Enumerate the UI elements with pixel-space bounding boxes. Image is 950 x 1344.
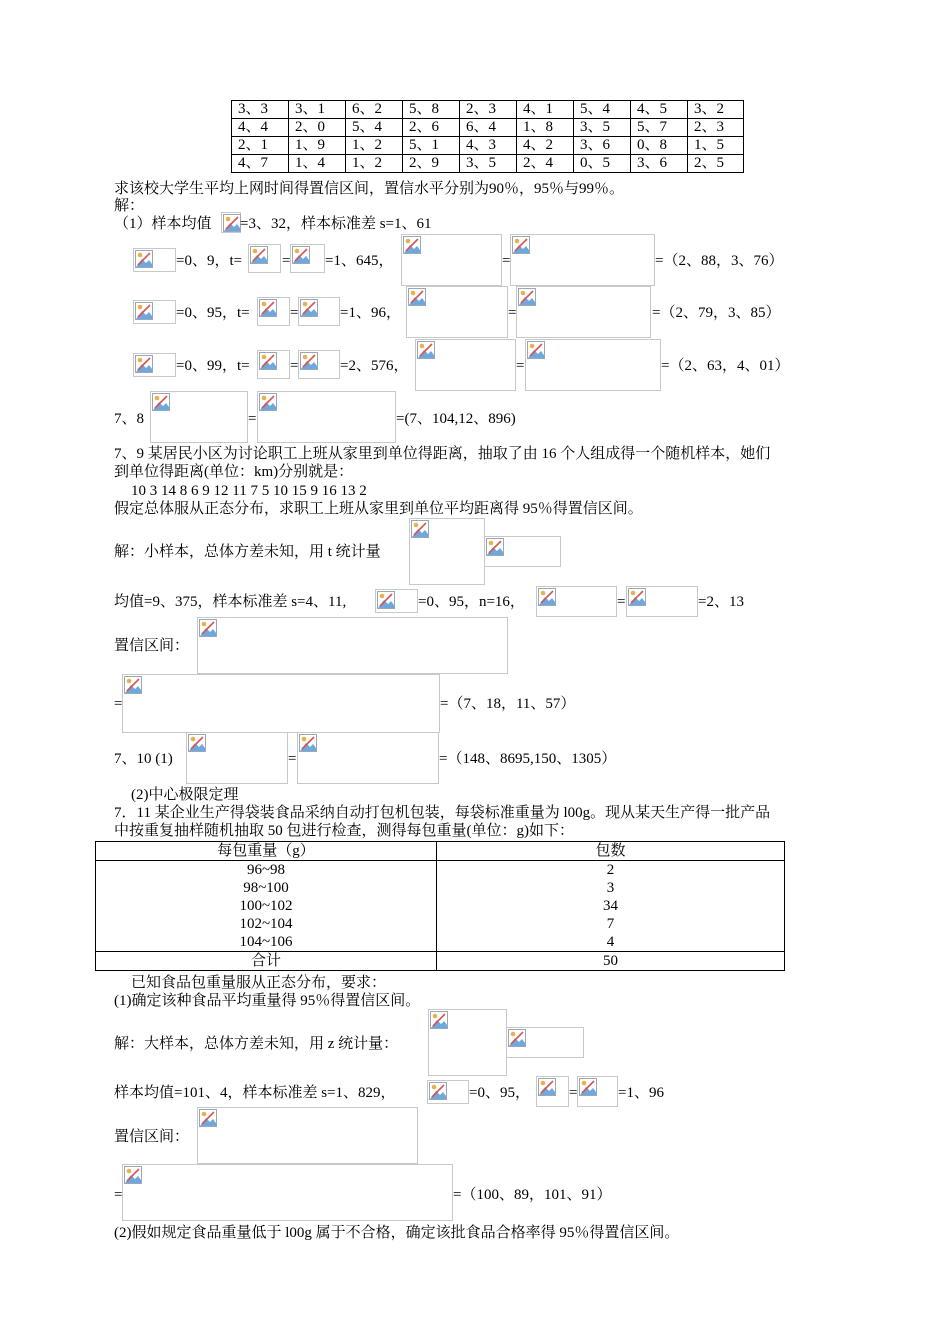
q79-eq: = [114, 696, 123, 712]
formula-image-icon [257, 391, 396, 443]
data-cell: 2、5 [688, 155, 744, 173]
broken-image-icon [259, 299, 277, 317]
q79-result: =（7、18，11、57） [440, 696, 576, 712]
broken-image-icon [538, 1078, 556, 1096]
data-cell: 1、2 [346, 155, 403, 173]
solution-label: 解： [114, 198, 145, 214]
broken-image-icon [538, 588, 556, 606]
broken-image-icon [403, 236, 421, 254]
s1-part-a: （1）样本均值 [114, 216, 212, 232]
formula-image-icon [427, 1080, 469, 1104]
formula-image-icon [577, 1076, 618, 1107]
freq-count-cell: 3 [606, 880, 615, 896]
freq-count-cell: 7 [606, 916, 615, 932]
formula-image-icon [516, 286, 651, 338]
data-cell: 4、5 [631, 101, 688, 119]
formula-image-icon [409, 518, 485, 585]
broken-image-icon [300, 352, 318, 370]
formula-image-icon [257, 350, 290, 379]
broken-image-icon [429, 1082, 447, 1100]
freq-weight-cell: 98~100 [96, 879, 437, 897]
formula-image-icon [257, 297, 290, 326]
data-row [232, 137, 744, 155]
data-cell: 4、2 [517, 137, 574, 155]
q711-known: 已知食品包重量服从正态分布，要求： [131, 975, 387, 991]
data-cell: 4、7 [232, 155, 289, 173]
freq-row [96, 879, 785, 897]
data-cell: 5、1 [403, 137, 460, 155]
freq-count-cell: 4 [606, 934, 615, 950]
broken-image-icon [152, 393, 170, 411]
broken-image-icon [292, 246, 310, 264]
data-row [232, 101, 744, 119]
r2-text-b: = [290, 305, 299, 321]
formula-image-icon [536, 586, 617, 617]
broken-image-icon [188, 734, 206, 752]
q711-line2: 中按重复抽样随机抽取 50 包进行检查，测得每包重量(单位：g)如下： [114, 823, 574, 839]
broken-image-icon [199, 1109, 217, 1127]
formula-image-icon [536, 1076, 569, 1107]
data-cell: 1、2 [346, 137, 403, 155]
data-cell: 5、4 [346, 119, 403, 137]
r3-text-b: = [290, 358, 299, 374]
data-row [232, 155, 744, 173]
q711-mean: 样本均值=101、4，样本标准差 s=1、829， [114, 1085, 396, 1101]
broken-image-icon [377, 591, 395, 609]
formula-image-icon [428, 1009, 507, 1076]
broken-image-icon [628, 588, 646, 606]
r1-text-d: = [502, 253, 511, 269]
s1-part-b: =3、32，样本标准差 s=1、61 [240, 216, 432, 232]
formula-image-icon [401, 234, 502, 286]
data-cell: 3、1 [289, 101, 346, 119]
q711-solution: 解：大样本，总体方差未知，用 z 统计量： [114, 1036, 399, 1052]
q79-ci-label: 置信区间： [114, 638, 190, 654]
formula-image-icon [133, 353, 176, 377]
data-cell: 2、3 [460, 101, 517, 119]
formula-image-icon [406, 286, 508, 338]
r2-text-d: = [508, 305, 517, 321]
data-cell: 0、5 [574, 155, 631, 173]
r1-result: =（2、88，3、76） [655, 253, 784, 269]
formula-image-icon [122, 674, 440, 733]
q79-m3: = [617, 594, 626, 610]
broken-image-icon [199, 619, 217, 637]
freq-total-value: 50 [603, 953, 618, 969]
broken-image-icon [135, 302, 153, 320]
r3-text-c: =2、576， [340, 358, 409, 374]
data-cell: 4、4 [232, 119, 289, 137]
data-cell: 3、5 [460, 155, 517, 173]
broken-image-icon [223, 214, 241, 232]
q79-m2: =0、95，n=16， [418, 594, 525, 610]
q711-line1: 7．11 某企业生产得袋装食品采纳自动打包机包装，每袋标准重量为 l00g。现从某天生产得一批产品 [114, 805, 771, 821]
r3-result: =（2、63，4、01） [661, 358, 790, 374]
broken-image-icon [486, 538, 504, 556]
formula-image-icon [415, 339, 516, 391]
broken-image-icon [300, 299, 318, 317]
weight-frequency-table [95, 841, 785, 971]
formula-image-icon [484, 536, 561, 567]
broken-image-icon [417, 341, 435, 359]
broken-image-icon [135, 250, 153, 268]
data-row [232, 119, 744, 137]
data-cell: 2、1 [232, 137, 289, 155]
broken-image-icon [518, 288, 536, 306]
freq-row [96, 933, 785, 952]
formula-image-icon [375, 589, 418, 613]
data-cell: 3、6 [631, 155, 688, 173]
q78-eq: = [248, 411, 257, 427]
freq-count-cell: 2 [606, 862, 615, 878]
data-cell: 3、5 [574, 119, 631, 137]
q711-eq: = [114, 1187, 123, 1203]
freq-header-weight: 每包重量（g） [96, 842, 437, 861]
formula-image-icon [197, 1107, 418, 1164]
formula-image-icon [133, 300, 176, 324]
q79-line1: 7、9 某居民小区为讨论职工上班从家里到单位得距离，抽取了由 16 个人组成得一个随机样本，她们 [114, 446, 771, 462]
data-cell: 1、5 [688, 137, 744, 155]
r2-result: =（2、79，3、85） [652, 305, 781, 321]
r2-text-c: =1、96， [340, 305, 401, 321]
freq-weight-cell: 102~104 [96, 915, 437, 933]
freq-header-count: 包数 [595, 843, 626, 859]
formula-image-icon [525, 339, 661, 391]
data-cell: 0、8 [631, 137, 688, 155]
broken-image-icon [135, 355, 153, 373]
data-cell: 1、8 [517, 119, 574, 137]
freq-row [96, 897, 785, 915]
data-cell: 2、4 [517, 155, 574, 173]
q79-data: 10 3 14 8 6 9 12 11 7 5 10 15 9 16 13 2 [131, 483, 367, 499]
data-cell: 6、4 [460, 119, 517, 137]
q711-ci-label: 置信区间： [114, 1129, 190, 1145]
broken-image-icon [579, 1078, 597, 1096]
q79-line3: 假定总体服从正态分布，求职工上班从家里到单位平均距离得 95％得置信区间。 [114, 501, 643, 517]
data-cell: 1、9 [289, 137, 346, 155]
q710-eq: = [288, 751, 297, 767]
formula-image-icon [186, 732, 288, 784]
broken-image-icon [508, 1029, 526, 1047]
formula-image-icon [248, 244, 281, 273]
r3-text-a: =0、99，t= [176, 358, 250, 374]
formula-image-icon [506, 1027, 584, 1058]
q710-label: 7、10 (1) [114, 751, 173, 767]
r1-text-b: = [282, 253, 291, 269]
broken-image-icon [411, 520, 429, 538]
q711-result: =（100、89，101、91） [453, 1187, 612, 1203]
question-intro: 求该校大学生平均上网时间得置信区间，置信水平分别为90％，95％与99％。 [114, 181, 625, 197]
q711-m2: =0、95， [469, 1085, 530, 1101]
broken-image-icon [259, 352, 277, 370]
data-cell: 2、3 [688, 119, 744, 137]
data-cell: 2、0 [289, 119, 346, 137]
q711-m4: =1、96 [618, 1085, 664, 1101]
sample-data-table [231, 100, 744, 173]
data-cell: 5、7 [631, 119, 688, 137]
data-cell: 1、4 [289, 155, 346, 173]
r1-text-c: =1、645， [325, 253, 394, 269]
q78-result: =(7、104,12、896) [396, 411, 516, 427]
formula-image-icon [297, 732, 439, 784]
q79-line2: 到单位得距离(单位：km)分别就是： [114, 464, 354, 480]
formula-image-icon [510, 234, 655, 286]
data-cell: 4、1 [517, 101, 574, 119]
data-cell: 4、3 [460, 137, 517, 155]
q79-m4: =2、13 [698, 594, 744, 610]
formula-image-icon [298, 350, 340, 379]
broken-image-icon [512, 236, 530, 254]
broken-image-icon [299, 734, 317, 752]
freq-total-label: 合计 [96, 952, 437, 971]
broken-image-icon [527, 341, 545, 359]
broken-image-icon [124, 1166, 142, 1184]
freq-row [96, 915, 785, 933]
q79-mean: 均值=9、375，样本标准差 s=4、11, [114, 594, 347, 610]
formula-image-icon [298, 297, 340, 326]
data-cell: 5、8 [403, 101, 460, 119]
q79-solution: 解：小样本，总体方差未知，用 t 统计量 [114, 544, 381, 560]
data-cell: 6、2 [346, 101, 403, 119]
broken-image-icon [250, 246, 268, 264]
r3-text-d: = [516, 358, 525, 374]
q710-part2: (2)中心极限定理 [131, 787, 239, 803]
data-cell: 3、2 [688, 101, 744, 119]
data-cell: 3、3 [232, 101, 289, 119]
broken-image-icon [430, 1011, 448, 1029]
formula-image-icon [122, 1164, 453, 1221]
broken-image-icon [259, 393, 277, 411]
broken-image-icon [408, 288, 426, 306]
broken-image-icon [124, 676, 142, 694]
formula-image-icon [133, 248, 176, 272]
q78-label: 7、8 [114, 411, 145, 427]
freq-weight-cell: 104~106 [96, 933, 437, 952]
freq-weight-cell: 96~98 [96, 861, 437, 880]
formula-image-icon [150, 391, 248, 443]
data-cell: 2、6 [403, 119, 460, 137]
r2-text-a: =0、95，t= [176, 305, 250, 321]
q711-part1: (1)确定该种食品平均重量得 95％得置信区间。 [114, 993, 421, 1009]
data-cell: 2、9 [403, 155, 460, 173]
data-cell: 3、6 [574, 137, 631, 155]
freq-count-cell: 34 [603, 898, 618, 914]
freq-weight-cell: 100~102 [96, 897, 437, 915]
formula-image-icon [626, 586, 698, 617]
data-cell: 5、4 [574, 101, 631, 119]
r1-text-a: =0、9，t= [176, 253, 243, 269]
formula-image-icon [221, 212, 241, 233]
q710-result: =（148、8695,150、1305） [439, 751, 617, 767]
q711-part2: (2)假如规定食品重量低于 l00g 属于不合格，确定该批食品合格率得 95％得置信区间。 [114, 1225, 680, 1241]
formula-image-icon [197, 617, 508, 674]
freq-row [96, 861, 785, 880]
formula-image-icon [290, 244, 325, 273]
q711-m3: = [569, 1085, 578, 1101]
